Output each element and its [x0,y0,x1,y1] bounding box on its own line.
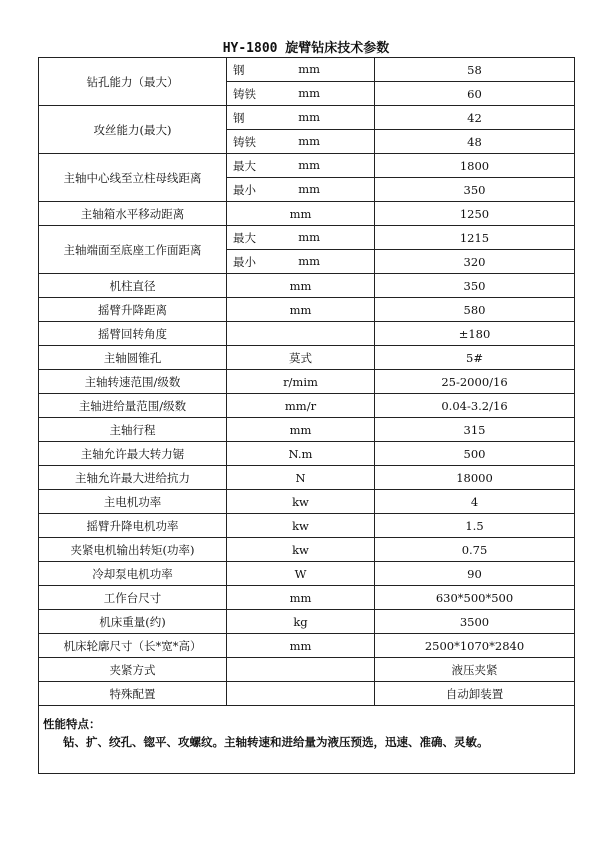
spec-row [39,370,575,394]
spec-label: 主轴允许最大转力锯 [39,442,227,466]
spec-label: 主轴圆锥孔 [39,346,227,370]
spec-unit: mm [298,133,320,148]
spec-label: 主轴端面至底座工作面距离 [39,226,227,274]
spec-unit: mm [227,634,375,658]
features-cell [39,706,575,774]
spec-value: 60 [375,82,575,106]
spec-label: 主轴进给量范围/级数 [39,394,227,418]
spec-row [39,562,575,586]
spec-unit: mm [227,586,375,610]
spec-value: 自动卸装置 [375,682,575,706]
spec-value: 25-2000/16 [375,370,575,394]
spec-label: 摇臂回转角度 [39,322,227,346]
spec-row [39,418,575,442]
spec-sub-cell [227,130,375,154]
spec-row [39,634,575,658]
spec-row [39,298,575,322]
spec-row [39,586,575,610]
spec-value: 350 [375,178,575,202]
spec-value: 1250 [375,202,575,226]
spec-unit: mm [298,229,320,244]
spec-row [39,202,575,226]
spec-label: 主轴转速范围/级数 [39,370,227,394]
spec-unit: mm [227,298,375,322]
spec-value: 42 [375,106,575,130]
spec-unit: kw [227,538,375,562]
spec-unit: 莫式 [227,346,375,370]
spec-sub-cell [227,178,375,202]
spec-label: 主轴中心线至立柱母线距离 [39,154,227,202]
spec-unit: mm [298,157,320,172]
spec-row [39,658,575,682]
spec-label: 摇臂升降距离 [39,298,227,322]
spec-value: 350 [375,274,575,298]
spec-label: 主轴允许最大进给抗力 [39,466,227,490]
spec-value: 500 [375,442,575,466]
spec-value: 580 [375,298,575,322]
spec-label: 攻丝能力(最大) [39,106,227,154]
spec-unit [227,682,375,706]
spec-unit: W [227,562,375,586]
spec-value: 0.04-3.2/16 [375,394,575,418]
spec-sub-cell [227,226,375,250]
spec-label: 夹紧电机输出转矩(功率) [39,538,227,562]
spec-row [39,538,575,562]
features-row [39,706,575,774]
spec-unit: r/mim [227,370,375,394]
spec-sub-label: 铸铁 [233,134,256,149]
spec-sub-label: 钢 [233,62,245,77]
spec-sub-cell [227,82,375,106]
spec-value: 48 [375,130,575,154]
spec-unit: mm [298,61,320,76]
document-title: HY-1800 旋臂钻床技术参数 [222,41,390,56]
spec-row [39,610,575,634]
spec-label: 主轴箱水平移动距离 [39,202,227,226]
spec-sub-cell [227,154,375,178]
spec-value: 1.5 [375,514,575,538]
spec-value: 1215 [375,226,575,250]
spec-sub-label: 铸铁 [233,86,256,101]
spec-label: 主轴行程 [39,418,227,442]
spec-sub-cell [227,250,375,274]
spec-unit: mm [227,274,375,298]
spec-label: 机床轮廓尺寸（长*宽*高） [39,634,227,658]
spec-unit: mm [298,253,320,268]
spec-row [39,442,575,466]
spec-row [39,154,575,178]
spec-row [39,274,575,298]
spec-unit: N.m [227,442,375,466]
spec-unit: kw [227,490,375,514]
spec-value: 1800 [375,154,575,178]
spec-unit [227,322,375,346]
spec-value: 58 [375,58,575,82]
spec-value: 0.75 [375,538,575,562]
spec-sub-label: 最小 [233,182,256,197]
spec-unit: mm/r [227,394,375,418]
spec-value: 630*500*500 [375,586,575,610]
spec-label: 工作台尺寸 [39,586,227,610]
spec-sub-cell [227,106,375,130]
spec-sub-label: 最小 [233,254,256,269]
spec-label: 主电机功率 [39,490,227,514]
spec-row [39,226,575,250]
spec-label: 摇臂升降电机功率 [39,514,227,538]
spec-unit: kg [227,610,375,634]
spec-sub-label: 钢 [233,110,245,125]
spec-row [39,58,575,82]
spec-table [38,57,575,774]
spec-unit: kw [227,514,375,538]
spec-sub-label: 最大 [233,158,256,173]
spec-label: 机柱直径 [39,274,227,298]
spec-unit: mm [227,202,375,226]
spec-label: 钻孔能力（最大） [39,58,227,106]
spec-sub-cell [227,58,375,82]
spec-value: 315 [375,418,575,442]
spec-unit: N [227,466,375,490]
spec-unit: mm [298,181,320,196]
spec-row [39,322,575,346]
spec-value: 4 [375,490,575,514]
spec-row [39,346,575,370]
spec-label: 冷却泵电机功率 [39,562,227,586]
spec-value: ±180 [375,322,575,346]
spec-unit: mm [227,418,375,442]
spec-row [39,466,575,490]
features-body: 钻、扩、绞孔、锪平、攻螺纹。主轴转速和进给量为液压预选，迅速、准确、灵敏。 [63,735,489,749]
features-title: 性能特点： [43,717,101,731]
spec-label: 夹紧方式 [39,658,227,682]
spec-sub-label: 最大 [233,230,256,245]
spec-value: 3500 [375,610,575,634]
spec-row [39,490,575,514]
spec-value: 液压夹紧 [375,658,575,682]
spec-label: 特殊配置 [39,682,227,706]
spec-value: 320 [375,250,575,274]
spec-label: 机床重量(约) [39,610,227,634]
spec-row [39,106,575,130]
spec-value: 18000 [375,466,575,490]
spec-row [39,394,575,418]
spec-unit: mm [298,109,320,124]
spec-unit [227,658,375,682]
spec-value: 90 [375,562,575,586]
spec-value: 5# [375,346,575,370]
spec-value: 2500*1070*2840 [375,634,575,658]
spec-row [39,514,575,538]
spec-unit: mm [298,85,320,100]
spec-row [39,682,575,706]
